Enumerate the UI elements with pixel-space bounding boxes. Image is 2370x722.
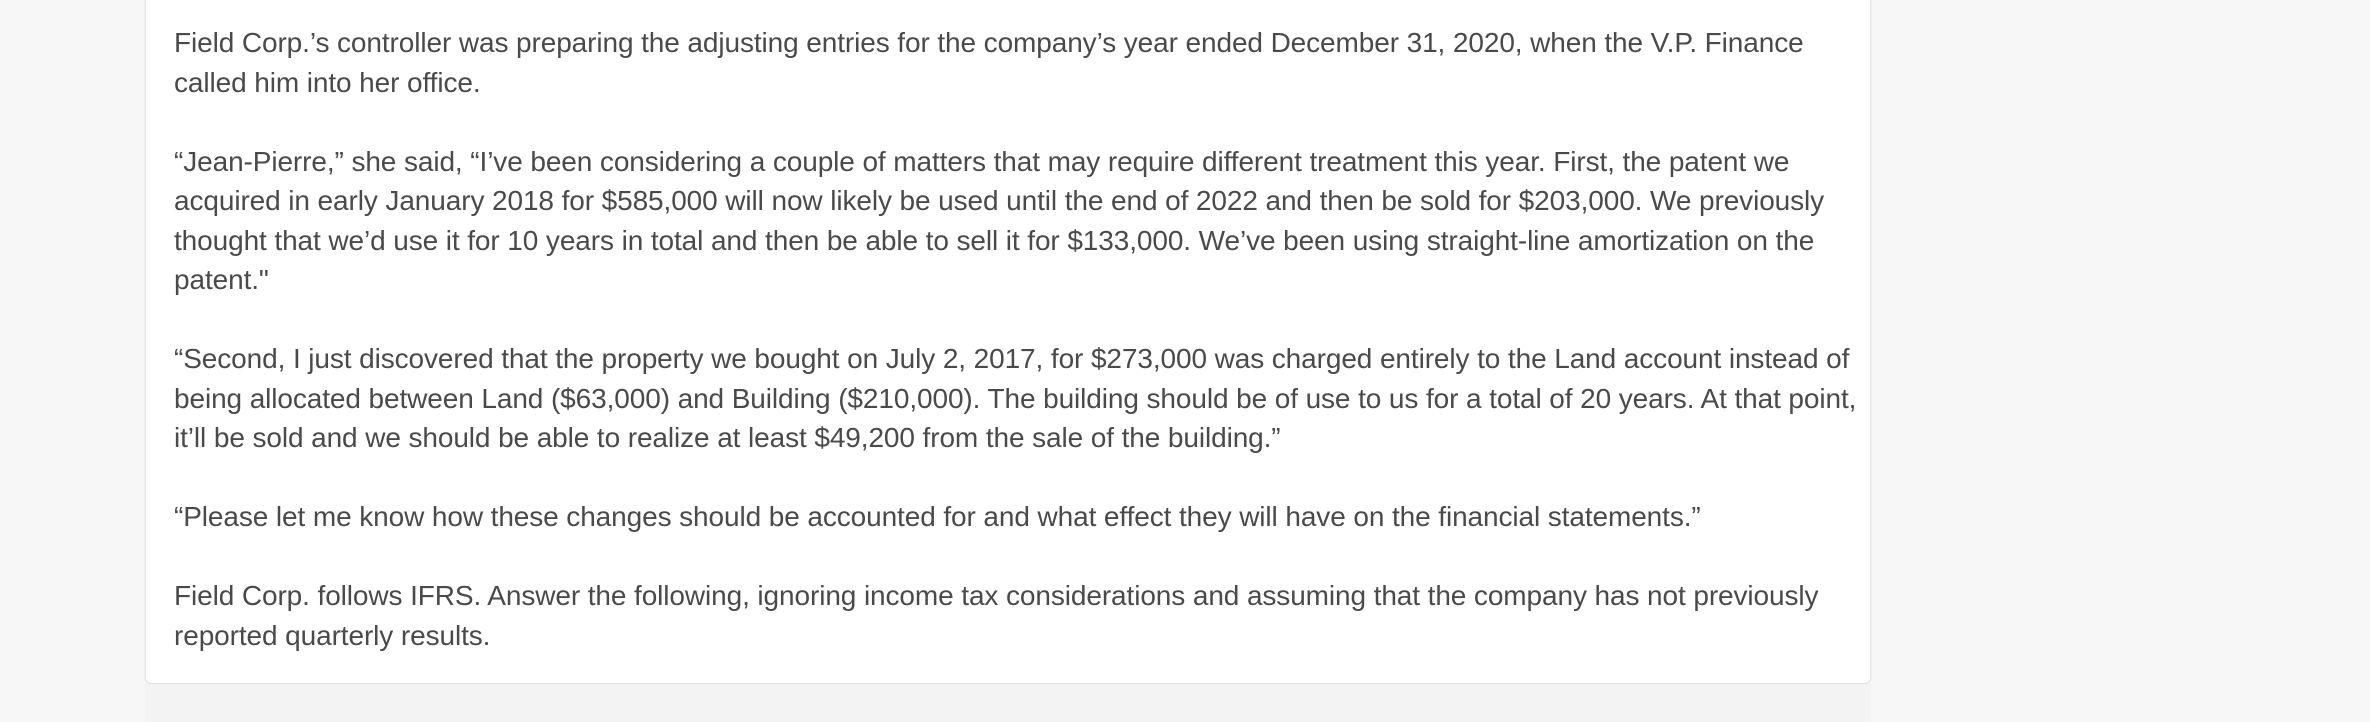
question-text — [174, 23, 1864, 655]
question-card — [145, 0, 1871, 684]
paragraph-property: “Second, I just discovered that the property we bought on July 2, 2017, for $273,000 was charged entirely to the Land account instead of being allocated between Land ($63,000) and Building ($210,000). The building should be of use to us for a total of 20 years. At that point, it’ll be sold and we should be able to realize at least $49,200 from the sale of the building.” — [174, 343, 1857, 453]
paragraph-instructions: Field Corp. follows IFRS. Answer the following, ignoring income tax considerations and assuming that the company has not previously reported quarterly results. — [174, 580, 1819, 651]
paragraph-request: “Please let me know how these changes should be accounted for and what effect they will have on the financial statements.” — [174, 501, 1701, 532]
paragraph-patent: “Jean-Pierre,” she said, “I’ve been considering a couple of matters that may require different treatment this year. First, the patent we acquired in early January 2018 for $585,000 will now likely be used until the end of 2022 and then be sold for $203,000. We previously thought that we’d use it for 10 years in total and then be able to sell it for $133,000. We’ve been using straight-line amortization on the patent." — [174, 145, 1825, 295]
paragraph-intro: Field Corp.’s controller was preparing the adjusting entries for the company’s year ended December 31, 2020, when the V.P. Finance called him into her office. — [174, 27, 1804, 98]
next-card-edge — [145, 684, 1871, 722]
